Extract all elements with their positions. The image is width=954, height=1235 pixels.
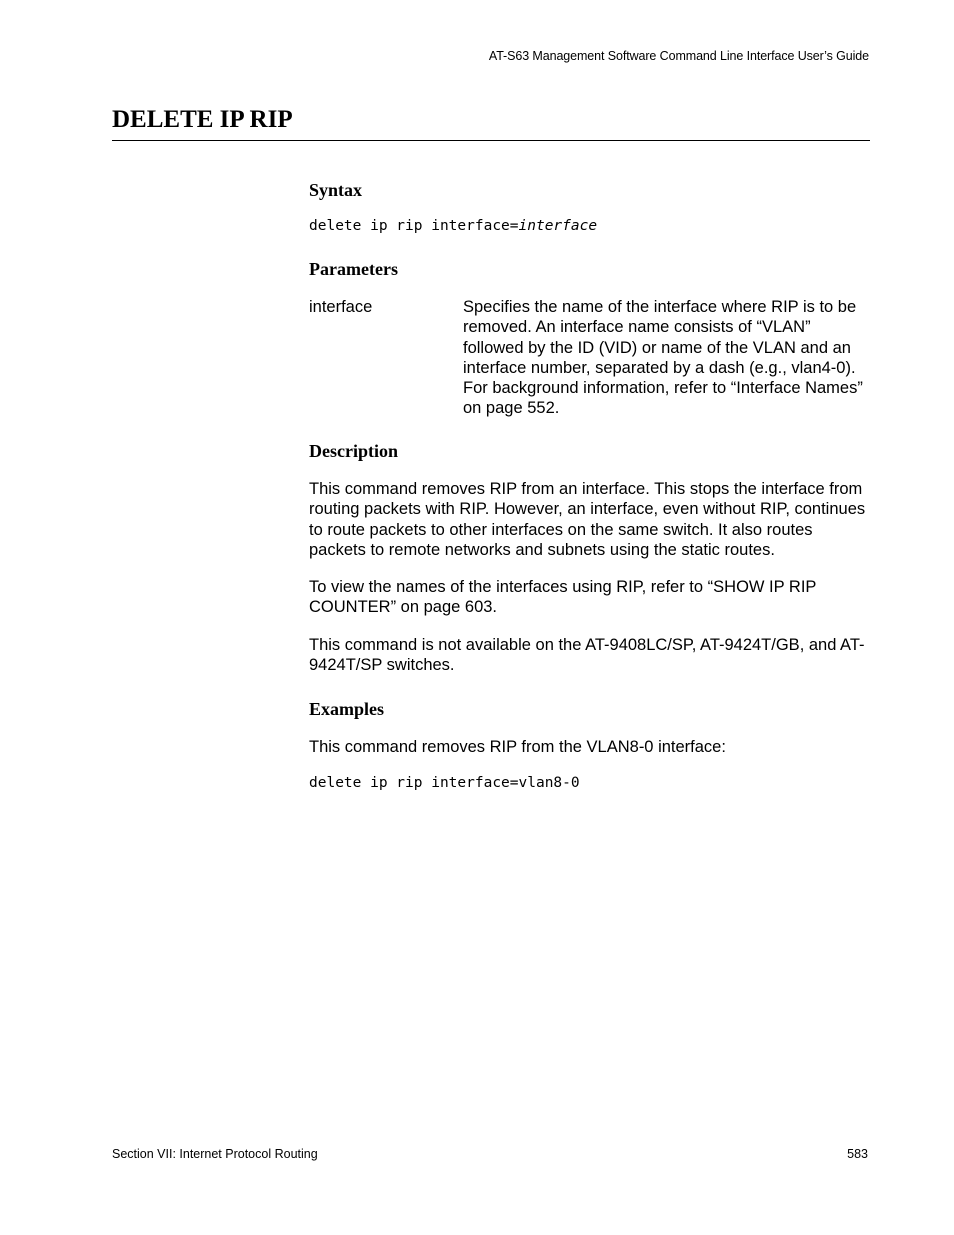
main-content bbox=[309, 0, 870, 1235]
running-header: AT-S63 Management Software Command Line Interface User’s Guide bbox=[488, 49, 869, 63]
footer-page-number: 583 bbox=[847, 1147, 868, 1161]
syntax-command bbox=[309, 218, 597, 234]
description-heading: Description bbox=[309, 441, 398, 461]
description-paragraph: To view the names of the interfaces using RIP, refer to “SHOW IP RIP COUNTER” on page 603. bbox=[309, 578, 817, 617]
parameter-description: Specifies the name of the interface where RIP is to be removed. An interface name consists of “VLAN” followed by the ID (VID) or name of the VLAN and an interface number, separated by a dash (e.g., vlan4-0). For background information, refer to “Interface Names” on page 552. bbox=[463, 298, 863, 418]
syntax-heading: Syntax bbox=[309, 180, 363, 200]
description-paragraph: This command is not available on the AT-9408LC/SP, AT-9424T/GB, and AT-9424T/SP switches. bbox=[309, 636, 865, 675]
footer-section: Section VII: Internet Protocol Routing bbox=[112, 1147, 318, 1161]
example-command: delete ip rip interface=vlan8-0 bbox=[309, 775, 580, 791]
examples-text: This command removes RIP from the VLAN8-0 interface: bbox=[309, 738, 726, 756]
description-paragraph: This command removes RIP from an interface. This stops the interface from routing packets with RIP. However, an interface, even without RIP, continues to route packets to other interfaces on the same switch. It also routes packets to remote networks and subnets using the static routes. bbox=[309, 480, 866, 559]
examples-heading: Examples bbox=[309, 699, 385, 719]
parameter-name: interface bbox=[309, 298, 373, 316]
page-title: DELETE IP RIP bbox=[112, 106, 293, 133]
syntax-command-param: interface bbox=[518, 218, 598, 234]
parameters-heading: Parameters bbox=[309, 259, 398, 279]
syntax-command-prefix: delete ip rip interface= bbox=[309, 218, 519, 234]
